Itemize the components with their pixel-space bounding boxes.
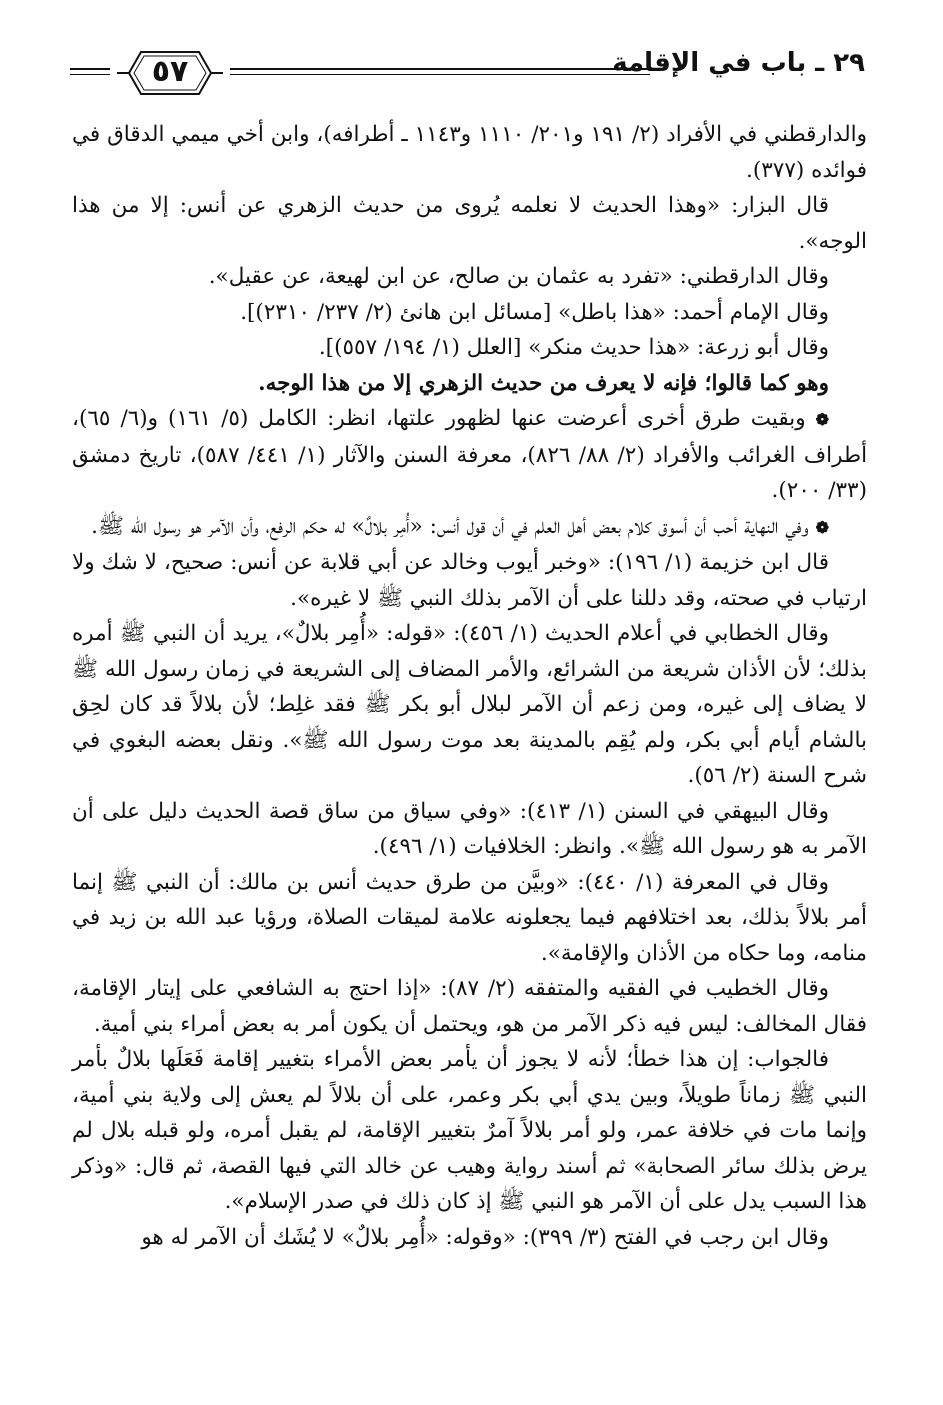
paragraph-text: وقال في المعرفة (١/ ٤٤٠): «وبيَّن من طرق حديث أنس بن مالك: أن النبي ﷺ إنما أمر بلالاً بذلك، بعد اختلافهم فيما يجعلونه علامة لميقات الصلاة، ورؤيا عبد الله بن زيد في منامه، وما حكاه من الأذان والإقامة». (72, 869, 867, 966)
paragraph (72, 295, 867, 331)
paragraph-text: وقال أبو زرعة: «هذا حديث منكر» [العلل (١/ ١٩٤/ ٥٥٧)]. (318, 335, 829, 360)
paragraph-text: وقال الخطابي في أعلام الحديث (١/ ٤٥٦): «قوله: «أُمِر بلالٌ»، يريد أن النبي ﷺ أمره بذلك؛ لأن الأذان شريعة من الشرائع، والأمر المضاف إلى الشريعة في زمان رسول الله ﷺ لا يضاف إلى غيره، ومن زعم أن الآمر لبلال أبو بكر ﷺ فقد غلِط؛ لأن بلالاً قد كان لحِق بالشام أيام أبي بكر، ولم يُقِم بالمدينة بعد موت رسول الله ﷺ». ونقل بعضه البغوي في شرح السنة (٢/ ٥٦). (72, 621, 867, 788)
flower-bullet-icon: ❁ (815, 517, 829, 537)
paragraph (72, 1220, 867, 1256)
paragraph (72, 616, 867, 794)
flower-bullet-icon: ❁ (815, 410, 830, 429)
page-number-badge (115, 44, 225, 102)
paragraph (72, 117, 867, 188)
header-rule-right (230, 68, 650, 70)
paragraph (72, 366, 867, 402)
paragraph-text: وقال الخطيب في الفقيه والمتفقه (٢/ ٨٧): «إذا احتج به الشافعي على إيتار الإقامة، فقال المخالف: ليس فيه ذكر الآمر من هو، ويحتمل أن يكون أمر به بعض أمراء بني أمية. (72, 976, 867, 1037)
paragraph (72, 188, 867, 259)
paragraph-text: وقال الدارقطني: «تفرد به عثمان بن صالح، عن ابن لهيعة، عن عقيل». (208, 264, 829, 289)
paragraph (72, 259, 867, 295)
paragraph (72, 971, 867, 1042)
header-rule-left-thin (70, 74, 110, 75)
paragraph-text: والدارقطني في الأفراد (٢/ ١٩١ و٢٠١/ ١١١٠ و١١٤٣ ـ أطرافه)، وابن أخي ميمي الدقاق في فوائده (٣٧٧). (72, 122, 868, 183)
header-rule-left (70, 68, 110, 70)
paragraph (72, 794, 867, 865)
paragraph (72, 401, 867, 509)
page-header (70, 40, 865, 106)
header-rule-right-thin (230, 74, 650, 75)
chapter-title: ٢٩ ـ باب في الإقامة (612, 48, 865, 78)
paragraph-text: وبقيت طرق أخرى أعرضت عنها لظهور علتها، انظر: الكامل (٥/ ١٦١) و(٦/ ٦٥)، أطراف الغرائب والأفراد (٢/ ٨٨/ ٨٢٦)، معرفة السنن والآثار (١/ ٤٤١/ ٥٨٧)، تاريخ دمشق (٣٣/ ٢٠٠). (72, 406, 868, 503)
paragraph (72, 509, 867, 546)
paragraph-text: قال ابن خزيمة (١/ ١٩٦): «وخبر أيوب وخالد عن أبي قلابة عن أنس: صحيح، لا شك ولا ارتياب في صحته، وقد دللنا على أن الآمر بذلك النبي ﷺ لا غيره». (72, 550, 867, 611)
paragraph-text: وقال البيهقي في السنن (١/ ٤١٣): «وفي سياق من ساق قصة الحديث دليل على أن الآمر به هو رسول الله ﷺ». وانظر: الخلافيات (١/ ٤٩٦). (72, 798, 867, 859)
paragraph (72, 865, 867, 972)
paragraph-text: وقال ابن رجب في الفتح (٣/ ٣٩٩): «وقوله: «أُمِر بلالٌ» لا يُشَك أن الآمر له هو (141, 1224, 829, 1250)
paragraph-text: قال البزار: «وهذا الحديث لا نعلمه يُروى من حديث الزهري عن أنس: إلا من هذا الوجه». (72, 193, 867, 254)
paragraph-text: فالجواب: إن هذا خطأ؛ لأنه لا يجوز أن يأمر بعض الأمراء بتغيير إقامة فَعَلَها بلالٌ بأمر النبي ﷺ زماناً طويلاً، وبين يدي أبي بكر وعمر، على أن بلالاً لم يعش إلى ولاية بني أمية، وإنما مات في خلافة عمر، ولو أمر بلالاً آمرٌ بتغيير الإقامة، لم يقبل أمره، ولو قبله بلال لم يرض بذلك سائر الصحابة» ثم أسند رواية وهيب عن خالد التي فيها القصة، ثم قال: «وذكر هذا السبب يدل على أن الآمر هو النبي ﷺ إذ كان ذلك في صدر الإسلام». (72, 1047, 867, 1214)
paragraph (72, 1042, 867, 1220)
paragraph-text: وهو كما قالوا؛ فإنه لا يعرف من حديث الزهري إلا من هذا الوجه. (258, 370, 829, 396)
paragraph (72, 545, 867, 616)
paragraph-text: وفي النهاية أحب أن أسوق كلام بعض أهل العلم في أن قول أنس: «أُمِر بلالٌ» له حكم الرفع، وأن الآمر هو رسول الله ﷺ. (91, 513, 809, 539)
paragraph-text: وقال الإمام أحمد: «هذا باطل» [مسائل ابن هانئ (٢/ ٢٣٧/ ٢٣١٠)]. (240, 299, 829, 325)
paragraph (72, 330, 867, 366)
page-number: ٥٧ (151, 54, 189, 89)
page-body (72, 117, 867, 1255)
